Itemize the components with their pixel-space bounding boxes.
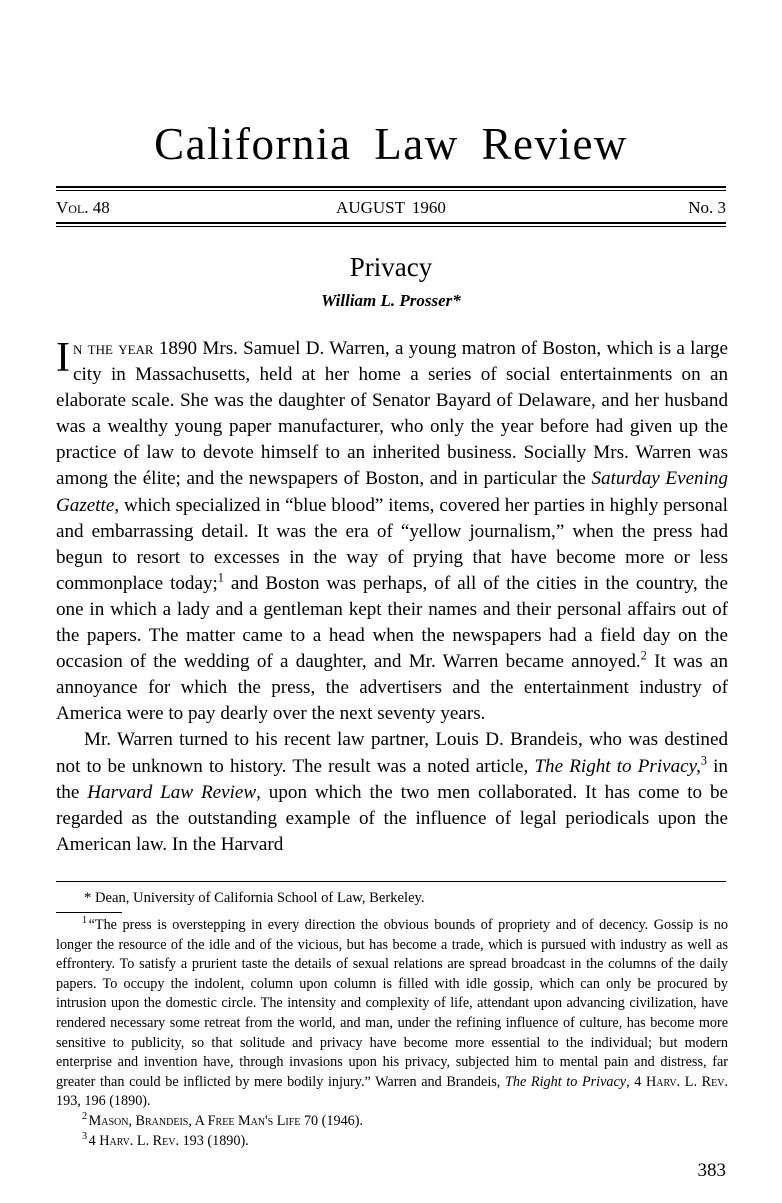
masthead	[56, 119, 726, 169]
volume-label: Vol. 48	[56, 198, 110, 217]
drop-cap: I	[56, 335, 70, 381]
body-paragraph-1	[56, 336, 728, 727]
paragraph-2-text-a: Mr. Warren turned to his recent law partner, Louis D. Brandeis, who was destined not to be unknown to history. The result was a noted article,	[56, 729, 728, 777]
footnote-rule-short	[56, 912, 122, 913]
footnote-2-smallcaps: Mason, Brandeis, A Free Man's Life	[88, 1112, 301, 1129]
paragraph-2-italic-right-to-privacy: The Right to Privacy,	[534, 755, 701, 777]
footnote-3	[56, 1132, 728, 1152]
footnotes-section	[56, 916, 728, 1151]
article-byline: William L. Prosser*	[321, 291, 461, 310]
paragraph-2-text-c: , upon which the two men collaborated. It has come to be regarded as the outstanding example of the influence of legal periodicals upon the American law. In the Harvard	[56, 781, 728, 855]
paragraph-2-text-b: in the	[56, 755, 728, 803]
paragraph-2-italic-harvard-law-review: Harvard Law Review	[87, 781, 257, 803]
opening-smallcaps: n the year	[73, 338, 154, 359]
volume-issue-line	[56, 196, 726, 220]
footnote-3-smallcaps: Harv. L. Rev.	[99, 1132, 180, 1149]
footnote-1-marker: 1	[82, 915, 88, 927]
footnote-3-text: 193 (1890).	[179, 1132, 249, 1149]
paragraph-1-text-c: and Boston was perhaps, of all of the cities in the country, the one in which a lady and a gentleman kept their names and their personal affairs out of the papers. The matter came to a head when the newspapers had a field day on the occasion of the wedding of a daughter, and Mr. Warren became annoyed.	[56, 572, 728, 673]
journal-title: California Law Review	[154, 119, 628, 169]
footnote-marker-2[interactable]: 2	[640, 648, 647, 663]
masthead-rule-top	[56, 186, 726, 191]
paragraph-1-text-b: , which specialized in “blue blood” items, covered her parties in highly personal and embarrassing detail. It was the era of “yellow journalism,” when the press had begun to resort to excesses in the way of prying that have become more or less commonplace today;	[56, 494, 728, 594]
footnote-1-text-c: 193, 196 (1890).	[56, 1093, 151, 1110]
paragraph-1-italic-gazette: Saturday Evening Gazette	[56, 468, 728, 516]
footnote-marker-3[interactable]: 3	[700, 753, 707, 768]
paragraph-1-text-a: 1890 Mrs. Samuel D. Warren, a young matron of Boston, which is a large city in Massachusetts, held at her home a series of social entertainments on an elaborate scale. She was the daughter of Senator Bayard of Delaware, and her husband was a wealthy young paper manufacturer, who only the year before had given up the practice of law to devote himself to an inherited business. Socially Mrs. Warren was among the élite; and the newspapers of Boston, and in particular the	[56, 338, 728, 490]
body-paragraph-2	[56, 727, 728, 857]
footnote-2-text: 70 (1946).	[300, 1112, 364, 1129]
author-affiliation-note: * Dean, University of California School of Law, Berkeley.	[84, 890, 425, 906]
footnote-rule-full	[56, 881, 726, 882]
footnote-3-marker: 3	[82, 1130, 88, 1142]
footnote-1-citation-smallcaps: Harv. L. Rev.	[646, 1073, 729, 1090]
footnote-1-text-b: , 4	[626, 1073, 647, 1090]
footnote-1-italic-title: The Right to Privacy	[504, 1073, 627, 1090]
page-number: 383	[697, 1160, 726, 1181]
footnote-1-text-a: “The press is overstepping in every direction the obvious bounds of propriety and of decency. Gossip is no longer the resource of the idle and of the vicious, but has become a trade, which is pursued with industry as well as effrontery. To satisfy a prurient taste the details of sexual relations are spread broadcast in the columns of the daily papers. To occupy the indolent, column upon column is filled with idle gossip, which can only be procured by intrusion upon the domestic circle. The intensity and complexity of life, attendant upon advancing civilization, have rendered necessary some retreat from the world, and man, under the refining influence of culture, has become more sensitive to publicity, so that solitude and privacy have become more essential to the individual; but modern enterprise and invention have, through invasions upon his privacy, subjected him to mental pain and distress, far greater than could be inflicted by mere bodily injury.” Warren and Brandeis,	[56, 917, 728, 1090]
masthead-rule-bottom	[56, 222, 726, 227]
footnote-3-pre: 4	[88, 1132, 100, 1149]
footnote-marker-1[interactable]: 1	[217, 570, 224, 585]
article-body	[56, 336, 728, 858]
footnote-2-marker: 2	[82, 1111, 88, 1123]
footnote-1	[56, 916, 728, 1112]
issue-number: No. 3	[688, 198, 726, 217]
paragraph-1-text-d: It was an annoyance for which the press, the advertisers and the entertainment industry of America were to pay dearly over the next seventy years.	[56, 651, 728, 725]
article-title: Privacy	[349, 252, 433, 282]
issue-date: AUGUST 1960	[336, 198, 446, 217]
footnote-2	[56, 1112, 728, 1132]
